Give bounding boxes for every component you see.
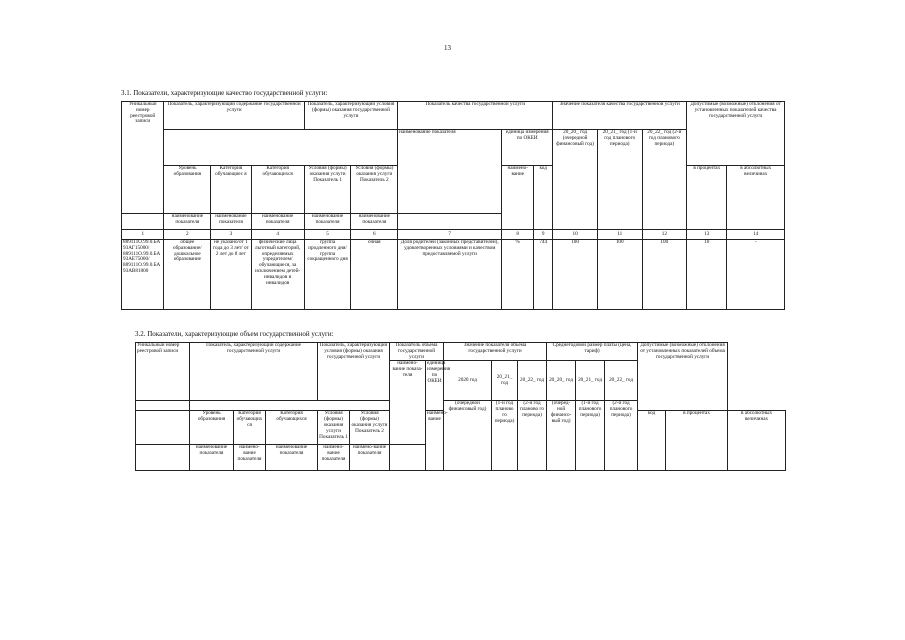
header-deviation: Допустимые (возможные) отклонения от установленных показателей качества государственной услуги [687,102,785,166]
header-blank [164,130,398,166]
header-volume-indicator: Показатель объема государственной услуги [390,343,444,361]
col-deviation-absolute: в абсолютных величинах [728,411,786,471]
value-year-3: 20_22_ год [518,361,547,401]
sub-indicator-name: наимено-вание показателя [318,445,350,471]
column-number: 4 [251,230,304,240]
value-year-1: 2020 год [444,361,492,401]
cell-indicator: Доля родителей (законных представителей), удовлетворенных условиями и качеством предоставляемой услуги [398,240,502,310]
cell-reg-number: 889111О.99.0.БА 93АГ15000/ 889111О.99.0.БА 93АЕ75000/ 889111О.99.0.БА 93АВ81000 [122,240,164,310]
sub-blank [136,445,190,471]
sub-blank [122,214,164,230]
col-level: Уровень образования [190,411,234,445]
header-year-2: 20_21_ год (1-й год планового периода) [597,130,642,230]
sub-indicator-name: наименование показателя [211,214,251,230]
cell-deviation-percent: 10 [687,240,727,310]
header-reg-number: Уникальный номер реестровой записи [136,343,190,401]
cell-condition-1: группа продленного дня/ группа сокращенного дня [304,240,351,310]
volume-indicators-table [135,342,786,471]
page-number: 13 [444,44,451,52]
header-conditions-indicator: Показатель, характеризующий условия (формы) оказания государственной услуги [304,102,397,130]
header-year-3: 20_22_ год (2-й год планового периода) [642,130,687,230]
col-unit-code: код [638,411,666,471]
header-indicator-name: наименование показателя [398,130,502,214]
value-period-2: (1-й год планово го периода) [492,401,518,471]
column-number: 8 [502,230,534,240]
cell-unit-name: % [502,240,534,310]
cell-condition-2: очная [351,240,398,310]
fee-period-1: (очеред-ной финансо-вый год) [547,401,576,471]
column-number: 14 [727,230,785,240]
sub-indicator-name: наименование показателя [251,214,304,230]
header-quality-values: Значение показателя качества государственной услуги [553,102,687,130]
col-category-1: Категория обучающиес я [211,166,251,214]
sub-indicator-name: наименование показателя [266,445,318,471]
header-quality-indicator: Показатель качества государственной услуги [398,102,553,130]
column-number: 1 [122,230,164,240]
cell-unit-code: 744 [534,240,553,310]
header-content-indicator: Показатель, характеризующий содержание государственной услуги [164,102,304,130]
section-title-volume: 3.2. Показатели, характеризующие объем государственной услуги: [135,330,334,338]
column-number: 9 [534,230,553,240]
quality-indicators-table [121,101,785,310]
fee-period-3: (2-й год планового периода) [605,401,638,471]
header-blank [190,401,390,411]
header-unit: единица измерения по ОКЕИ [502,130,553,166]
col-level: Уровень образования [164,166,211,214]
col-category-2: Категория обучающихся [251,166,304,214]
column-number: 5 [304,230,351,240]
sub-indicator-name: наименование показателя [304,214,351,230]
cell-value-1: 100 [553,240,598,310]
col-unit-name: наимено-вание [502,166,534,230]
column-number: 7 [398,230,502,240]
col-condition-1: Условия (формы) оказания услуги Показатель 1 [304,166,351,214]
header-blank [136,411,190,445]
column-number: 13 [687,230,727,240]
cell-value-3: 100 [642,240,687,310]
header-fee: Среднегодовой размер платы (цена, тариф) [547,343,638,361]
cell-level: общее образование/ дошкольное образование [164,240,211,310]
col-category-1: Категория обучающих ся [234,411,266,445]
sub-indicator-name: наимено-вание показателя [350,445,390,471]
header-deviation: Допустимые (возможные) отклонения от установленных показателей объема государственной услуги [638,343,728,411]
header-reg-number: Уникальный номер реестровой записи [122,102,164,214]
col-condition-2: Условия (формы) оказания услуги Показатель 2 [350,411,390,445]
col-deviation-absolute: в абсолютных величинах [727,166,785,230]
col-deviation-percent: в процентах [666,411,728,471]
col-category-2: Категория обучающихся [266,411,318,445]
sub-indicator-name: наименование показателя [190,445,234,471]
header-blank [136,401,190,411]
column-number: 3 [211,230,251,240]
sub-indicator-name: наимено-вание показателя [234,445,266,471]
sub-indicator-name: наименование показателя [351,214,398,230]
sub-blank [398,214,502,230]
header-conditions-indicator: Показатель, характеризующий условия (формы) оказания государственной услуги [318,343,390,401]
column-number: 11 [597,230,642,240]
cell-category-1: не указано/от 1 года до 3 лет/ от 2 лет до 8 лет [211,240,251,310]
header-unit: единица измерения по ОКЕИ [426,361,444,411]
cell-value-2: 100 [597,240,642,310]
col-unit-name: наимено-вание [426,411,444,471]
fee-year-1: 20_20_ год [547,361,576,401]
header-year-1: 20_20_ год (очередной финансовый год) [553,130,598,230]
col-condition-1: Условия (формы) оказания услуги Показатель 1 [318,411,350,445]
header-content-indicator: Показатель, характеризующий содержание государственной услуги [190,343,318,401]
fee-year-2: 20_21_ год [576,361,605,401]
header-indicator-name: наимено-вание показа-теля [390,361,426,445]
value-period-3: (2-й год планово го периода) [518,401,547,471]
fee-period-2: (1-й год планового периода) [576,401,605,471]
fee-year-3: 20_22_ год [605,361,638,401]
col-unit-code: код [534,166,553,230]
value-year-2: 20_21_ год [492,361,518,401]
column-number: 12 [642,230,687,240]
sub-indicator-name: наименование показателя [164,214,211,230]
column-number: 10 [553,230,598,240]
header-volume-values: Значение показателя объема государственной услуги [444,343,547,361]
sub-blank [390,445,426,471]
column-number: 2 [164,230,211,240]
column-number: 6 [351,230,398,240]
col-deviation-percent: в процентах [687,166,727,230]
value-period-1: (очередной финансовый год) [444,401,492,471]
cell-category-2: физические лица льготный категорий, определяемых учредителем/ обучающиеся, за исключением детей-инвалидов и инвалидов [251,240,304,310]
cell-deviation-absolute: - [727,240,785,310]
col-condition-2: Условия (формы) оказания услуги Показатель 2 [351,166,398,214]
section-title-quality: 3.1. Показатели, характеризующие качество государственной услуги: [121,89,328,97]
